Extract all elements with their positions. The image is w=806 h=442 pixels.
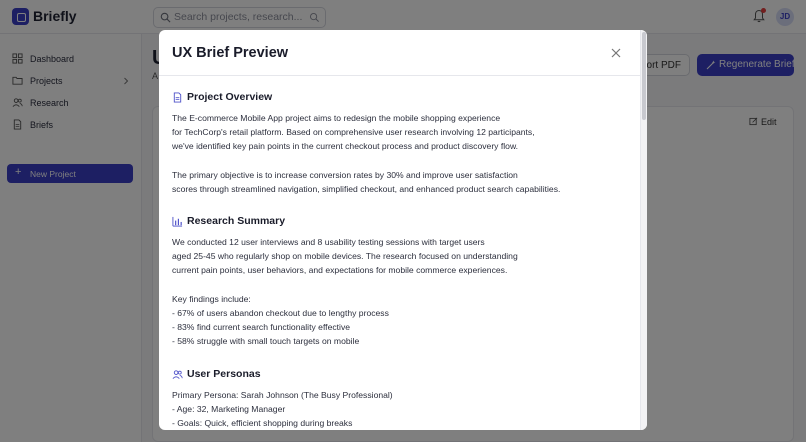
- list-item: - 83% find current search functionality effective: [172, 322, 351, 332]
- section-heading-label: Project Overview: [187, 91, 273, 103]
- modal-scrollbar[interactable]: [640, 30, 647, 430]
- paragraph-line: The E-commerce Mobile App project aims to redesign the mobile shopping experience: [172, 113, 501, 123]
- document-icon: [172, 92, 183, 103]
- paragraph-line: Primary Persona: Sarah Johnson (The Busy Professional): [172, 390, 393, 400]
- close-icon[interactable]: [610, 47, 622, 59]
- modal-title: UX Brief Preview: [172, 45, 289, 61]
- scrollbar-thumb[interactable]: [642, 32, 646, 120]
- paragraph-line: Key findings include:: [172, 294, 251, 304]
- paragraph-line: for TechCorp's retail platform. Based on comprehensive user research involving 12 participants,: [172, 127, 535, 137]
- bar-chart-icon: [172, 216, 183, 227]
- section-heading-label: User Personas: [187, 368, 261, 380]
- paragraph-line: current pain points, user behaviors, and expectations for mobile commerce experiences.: [172, 265, 508, 275]
- ux-brief-preview-modal: [159, 30, 647, 430]
- modal-header: [159, 30, 647, 76]
- list-item: - Goals: Quick, efficient shopping during breaks: [172, 418, 353, 428]
- paragraph-line: The primary objective is to increase conversion rates by 30% and improve user satisfaction: [172, 170, 518, 180]
- list-item: - 67% of users abandon checkout due to lengthy process: [172, 308, 389, 318]
- list-item: - 58% struggle with small touch targets on mobile: [172, 336, 360, 346]
- section-heading-label: Research Summary: [187, 215, 286, 227]
- list-item: - Age: 32, Marketing Manager: [172, 404, 286, 414]
- users-icon: [172, 369, 183, 380]
- paragraph-line: We conducted 12 user interviews and 8 usability testing sessions with target users: [172, 237, 485, 247]
- paragraph-line: aged 25-45 who regularly shop on mobile devices. The research focused on understanding: [172, 251, 518, 261]
- paragraph-line: scores through streamlined navigation, simplified checkout, and enhanced product search capabilities.: [172, 184, 561, 194]
- paragraph-line: we've identified key pain points in the current checkout process and product discovery flow.: [172, 141, 519, 151]
